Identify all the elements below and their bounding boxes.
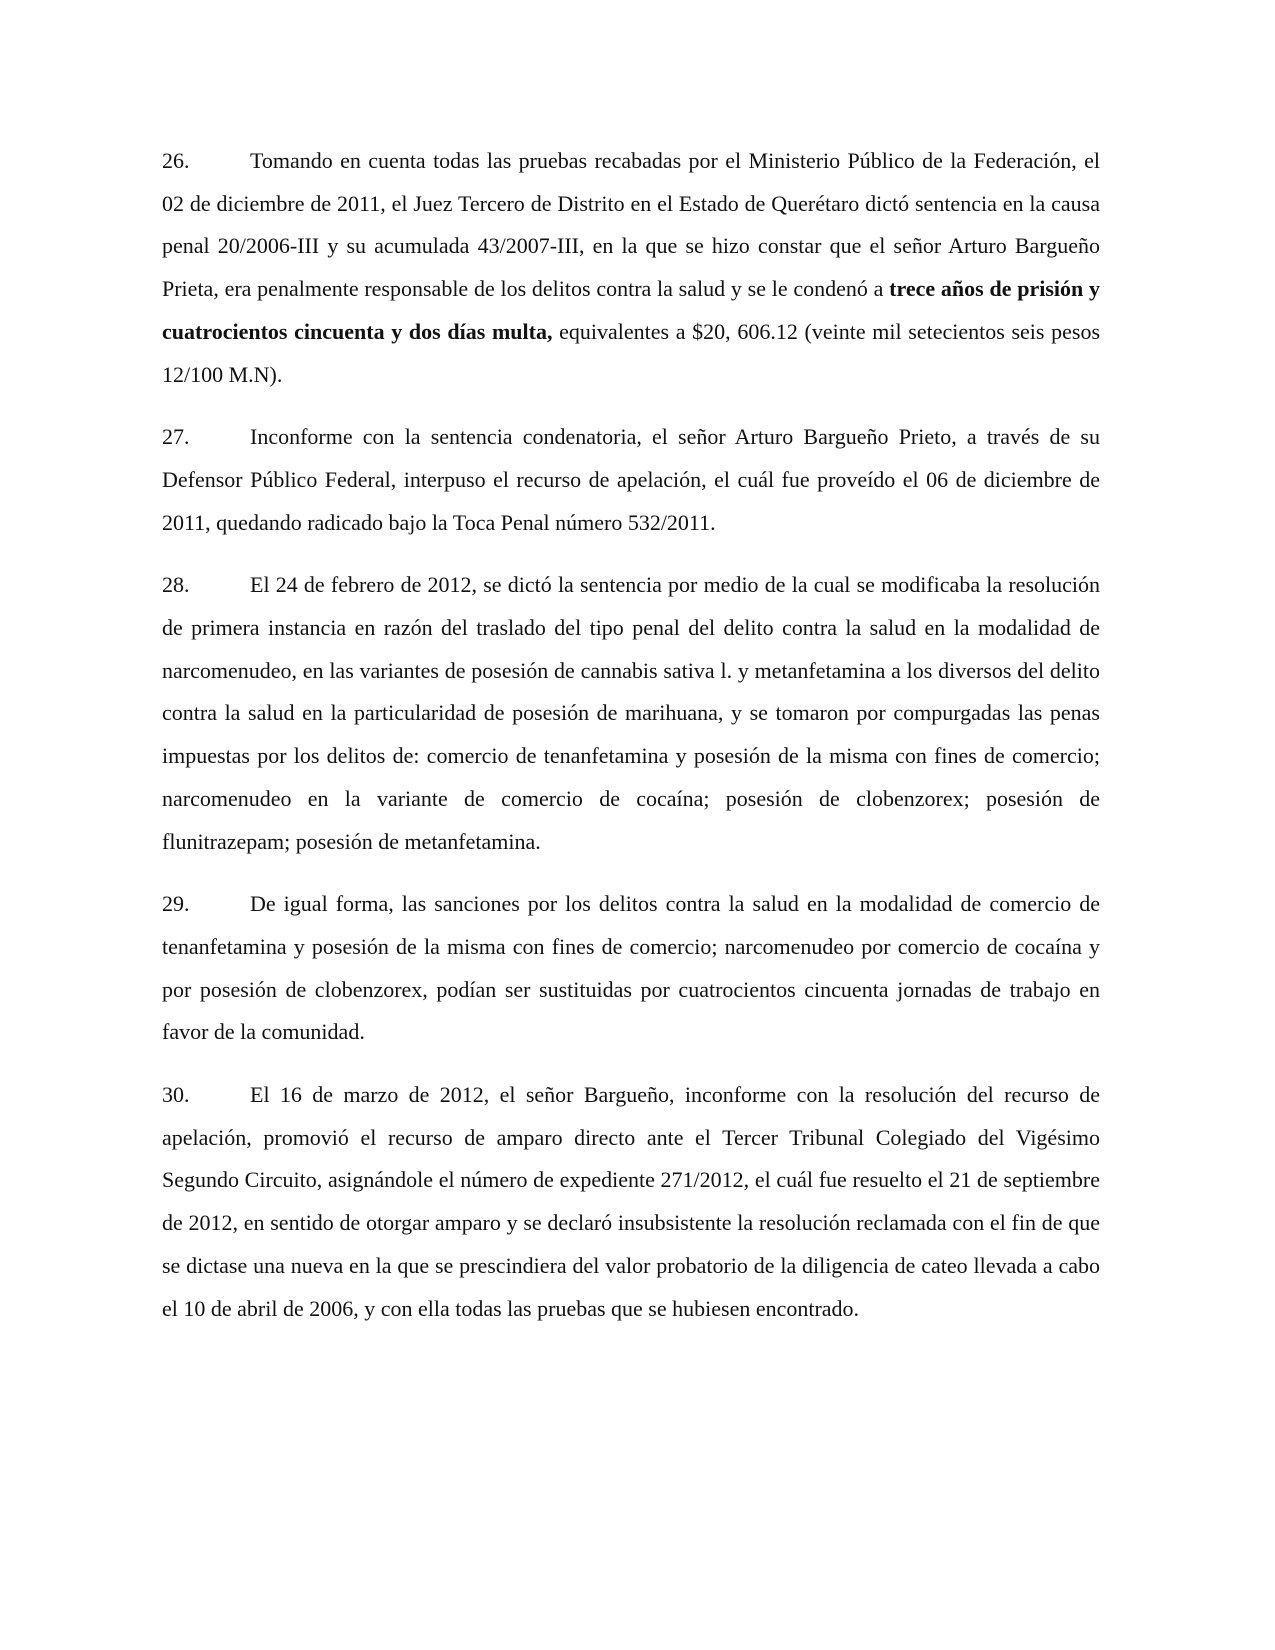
paragraph-28 — [162, 564, 1100, 863]
paragraph-30 — [162, 1074, 1100, 1330]
paragraph-text-continued: equivalentes a $20, 606.12 (veinte mil setecientos seis pesos 12/100 M.N). — [162, 318, 1101, 387]
paragraph-number: 28. — [162, 572, 190, 598]
paragraph-text: El 16 de marzo de 2012, el señor Bargueño, inconforme con la resolución del recurso de apelación, promovió el recurso de amparo directo ante el Tercer Tribunal Colegiado del Vigésimo Segundo Circuito, asignándole el número de expediente 271/2012, el cuál fue resuelto el 21 de septiembre de 2012, en sentido de otorgar amparo y se declaró insubsistente la resolución reclamada con el fin de que se dictase una nueva en la que se prescindiera del valor probatorio de la diligencia de cateo llevada a cabo el 10 de abril de 2006, y con ella todas las pruebas que se hubiesen encontrado. — [162, 1082, 1100, 1321]
paragraph-text: Tomando en cuenta todas las pruebas recabadas por el Ministerio Público de la Federación, el 02 de diciembre de 2011, el Juez Tercero de Distrito en el Estado de Querétaro dictó sentencia en la causa penal 20/2006-III y su acumulada 43/2007-III, en la que se hizo constar que el señor Arturo Bargueño Prieta, era penalmente responsable de los delitos contra la salud y se le condenó a — [162, 148, 1100, 302]
paragraph-27 — [162, 416, 1100, 544]
paragraph-text: De igual forma, las sanciones por los delitos contra la salud en la modalidad de comercio de tenanfetamina y posesión de la misma con fines de comercio; narcomenudeo por comercio de cocaína y por posesión de clobenzorex, podían ser sustituidas por cuatrocientos cincuenta jornadas de trabajo en favor de la comunidad. — [162, 891, 1100, 1045]
paragraph-text: Inconforme con la sentencia condenatoria, el señor Arturo Bargueño Prieto, a través de su Defensor Público Federal, interpuso el recurso de apelación, el cuál fue proveído el 06 de diciembre de 2011, quedando radicado bajo la Toca Penal número 532/2011. — [162, 424, 1100, 535]
paragraph-29 — [162, 883, 1100, 1054]
sentence-penalty-bold: trece años de prisión y cuatrocientos cincuenta y dos días multa, — [162, 276, 1100, 344]
paragraph-number: 29. — [162, 891, 190, 917]
paragraph-26 — [162, 140, 1100, 396]
paragraph-number: 30. — [162, 1082, 190, 1108]
paragraph-text: El 24 de febrero de 2012, se dictó la sentencia por medio de la cual se modificaba la resolución de primera instancia en razón del traslado del tipo penal del delito contra la salud en la modalidad de narcomenudeo, en las variantes de posesión de cannabis sativa l. y metanfetamina a los diversos del delito contra la salud en la particularidad de posesión de marihuana, y se tomaron por compurgadas las penas impuestas por los delitos de: comercio de tenanfetamina y posesión de la misma con fines de comercio; narcomenudeo en la variante de comercio de cocaína; posesión de clobenzorex; posesión de flunitrazepam; posesión de metanfetamina. — [162, 572, 1100, 854]
document-page — [162, 140, 1100, 1350]
paragraph-number: 26. — [162, 148, 190, 173]
paragraph-number: 27. — [162, 424, 190, 450]
